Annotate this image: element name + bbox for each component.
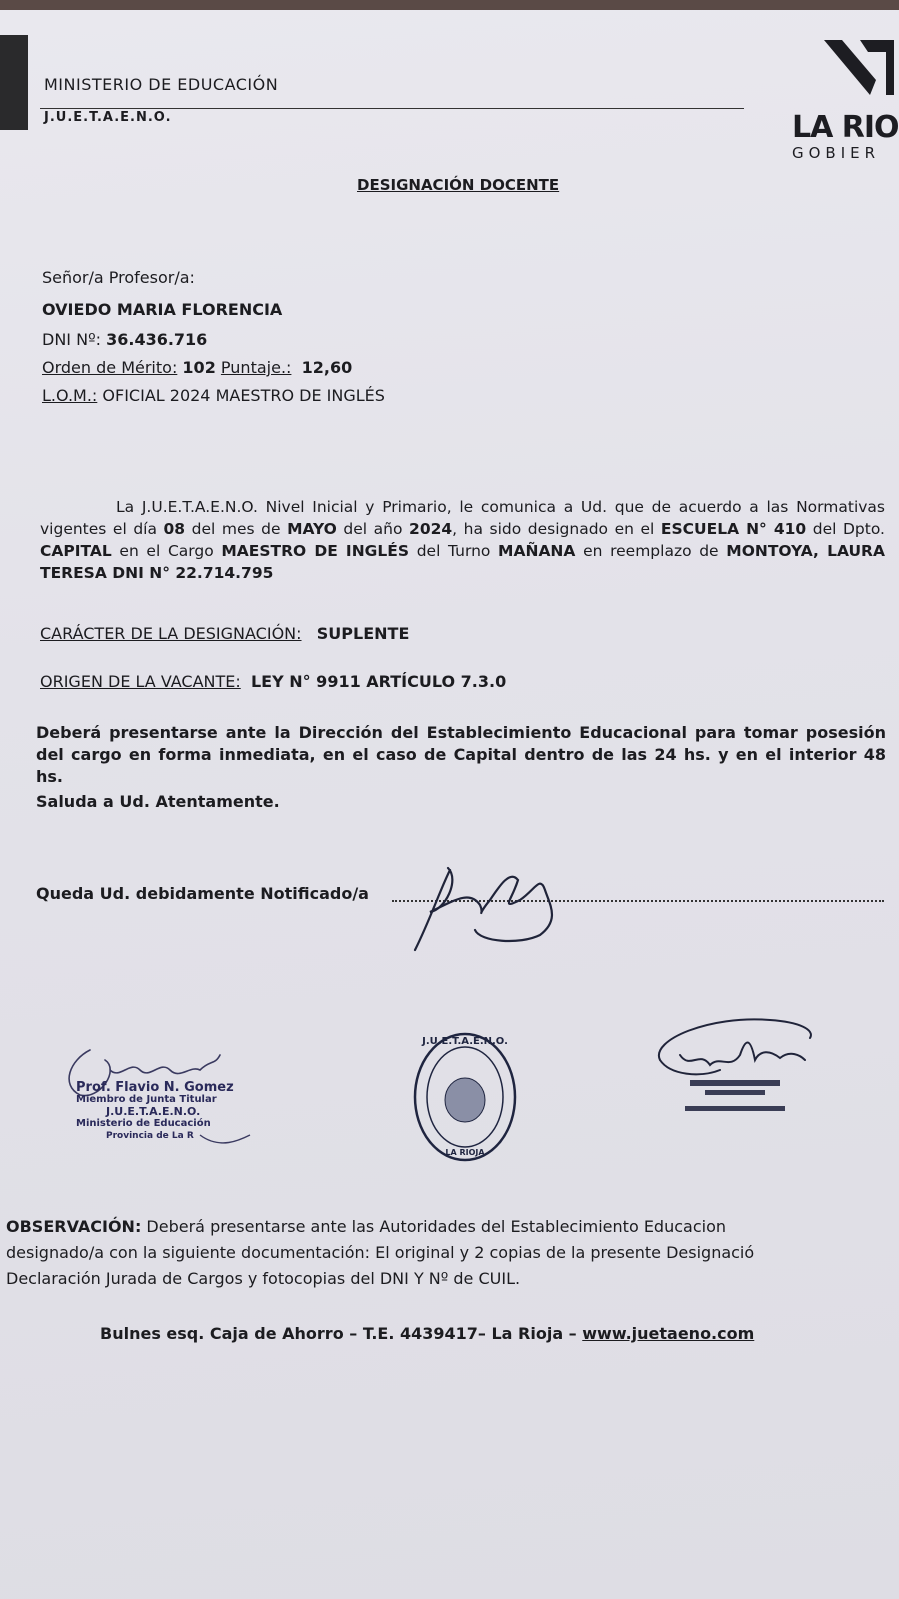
designation-day: 08 (163, 520, 186, 538)
seal-text: J.U.E.T.A.E.N.O. (422, 1036, 508, 1047)
member-ministry: Ministerio de Educación (76, 1118, 211, 1129)
member-role: Miembro de Junta Titular (76, 1094, 217, 1105)
designation-month: MAYO (287, 520, 337, 538)
designation-paragraph (40, 496, 885, 584)
footer-website-link[interactable]: www.juetaeno.com (582, 1324, 755, 1343)
footer-address (100, 1324, 754, 1343)
observation-block (6, 1214, 896, 1292)
seal-bottom-text: LA RIOJA (445, 1148, 485, 1157)
document-title: DESIGNACIÓN DOCENTE (357, 176, 560, 194)
body-text: en el Cargo (111, 542, 222, 560)
vacancy-origin (40, 672, 506, 691)
designation-character (40, 624, 409, 643)
body-text: del mes de (185, 520, 288, 538)
body-text: del Turno (409, 542, 499, 560)
observation-line-1 (6, 1214, 896, 1240)
recipient-signature-icon (400, 850, 600, 960)
binder-edge (0, 35, 28, 130)
instruction-paragraph: Deberá presentarse ante la Dirección del Establecimiento Educacional para tomar posesión del cargo en forma inmediata, en el caso de Capital dentro de las 24 hs. y en el interior 48 hs. (36, 723, 886, 786)
replaced-teacher: MONTOYA, LAURA TERESA DNI N° 22.714.795 (40, 542, 885, 582)
body-text: , ha sido designado en el (452, 520, 661, 538)
observation-label: OBSERVACIÓN: (6, 1217, 142, 1236)
designation-year: 2024 (409, 520, 453, 538)
lom-label: L.O.M.: (42, 386, 98, 405)
department: CAPITAL (40, 542, 112, 560)
body-text: del Dpto. (806, 520, 885, 538)
dni-line (42, 330, 207, 349)
character-value: SUPLENTE (316, 624, 410, 643)
body-text: La J.U.E.T.A.E.N.O. Nivel Inicial y Primario, le comunica a Ud. que de acuerdo a las Normativas vigentes el día (40, 498, 885, 538)
ministry-name: MINISTERIO DE EDUCACIÓN (44, 75, 279, 94)
salutation: Señor/a Profesor/a: (42, 268, 195, 287)
observation-line-2: designado/a con la siguiente documentación: El original y 2 copias de la presente Designació (6, 1243, 755, 1262)
member-province: Provincia de La R (106, 1131, 194, 1141)
header-rule (40, 108, 744, 109)
score-label: Puntaje.: (220, 358, 292, 377)
observation-text-1: Deberá presentarse ante las Autoridades del Establecimiento Educacion (141, 1217, 726, 1236)
logo-name: LA RIO (792, 110, 899, 145)
lom-line (42, 386, 385, 405)
origin-label: ORIGEN DE LA VACANTE: (40, 672, 241, 691)
merit-value: 102 (182, 358, 216, 377)
footer-address-text: Bulnes esq. Caja de Ahorro – T.E. 4439417– La Rioja – (100, 1324, 583, 1343)
observation-line-3: Declaración Jurada de Cargos y fotocopias del DNI Y Nº de CUIL. (6, 1269, 521, 1288)
logo-mark-icon (824, 40, 894, 100)
shift: MAÑANA (498, 542, 576, 560)
logo-subtitle: GOBIER (792, 144, 881, 162)
dni-value: 36.436.716 (106, 330, 208, 349)
official-seal-icon (410, 1030, 520, 1165)
character-label: CARÁCTER DE LA DESIGNACIÓN: (40, 624, 302, 643)
member-signature-block (60, 1040, 260, 1150)
authority-signature-icon (650, 1010, 820, 1120)
position-title: MAESTRO DE INGLÉS (221, 542, 410, 560)
lom-value: OFICIAL 2024 MAESTRO DE INGLÉS (102, 386, 385, 405)
body-text: del año (336, 520, 410, 538)
government-logo (784, 40, 899, 180)
body-text: en reemplazo de (575, 542, 727, 560)
notified-line: Queda Ud. debidamente Notificado/a (36, 884, 369, 903)
recipient-name: OVIEDO MARIA FLORENCIA (42, 300, 283, 319)
document-page (0, 10, 899, 1599)
origin-value: LEY N° 9911 ARTÍCULO 7.3.0 (250, 672, 507, 691)
member-unit: J.U.E.T.A.E.N.O. (106, 1105, 201, 1118)
score-value: 12,60 (301, 358, 353, 377)
school-number: ESCUELA N° 410 (660, 520, 807, 538)
merit-label: Orden de Mérito: (42, 358, 178, 377)
member-name: Prof. Flavio N. Gomez (76, 1080, 234, 1095)
merit-line (42, 358, 352, 377)
unit-name: J.U.E.T.A.E.N.O. (44, 110, 172, 125)
dni-label: DNI Nº: (42, 330, 101, 349)
closing-line: Saluda a Ud. Atentamente. (36, 792, 280, 811)
